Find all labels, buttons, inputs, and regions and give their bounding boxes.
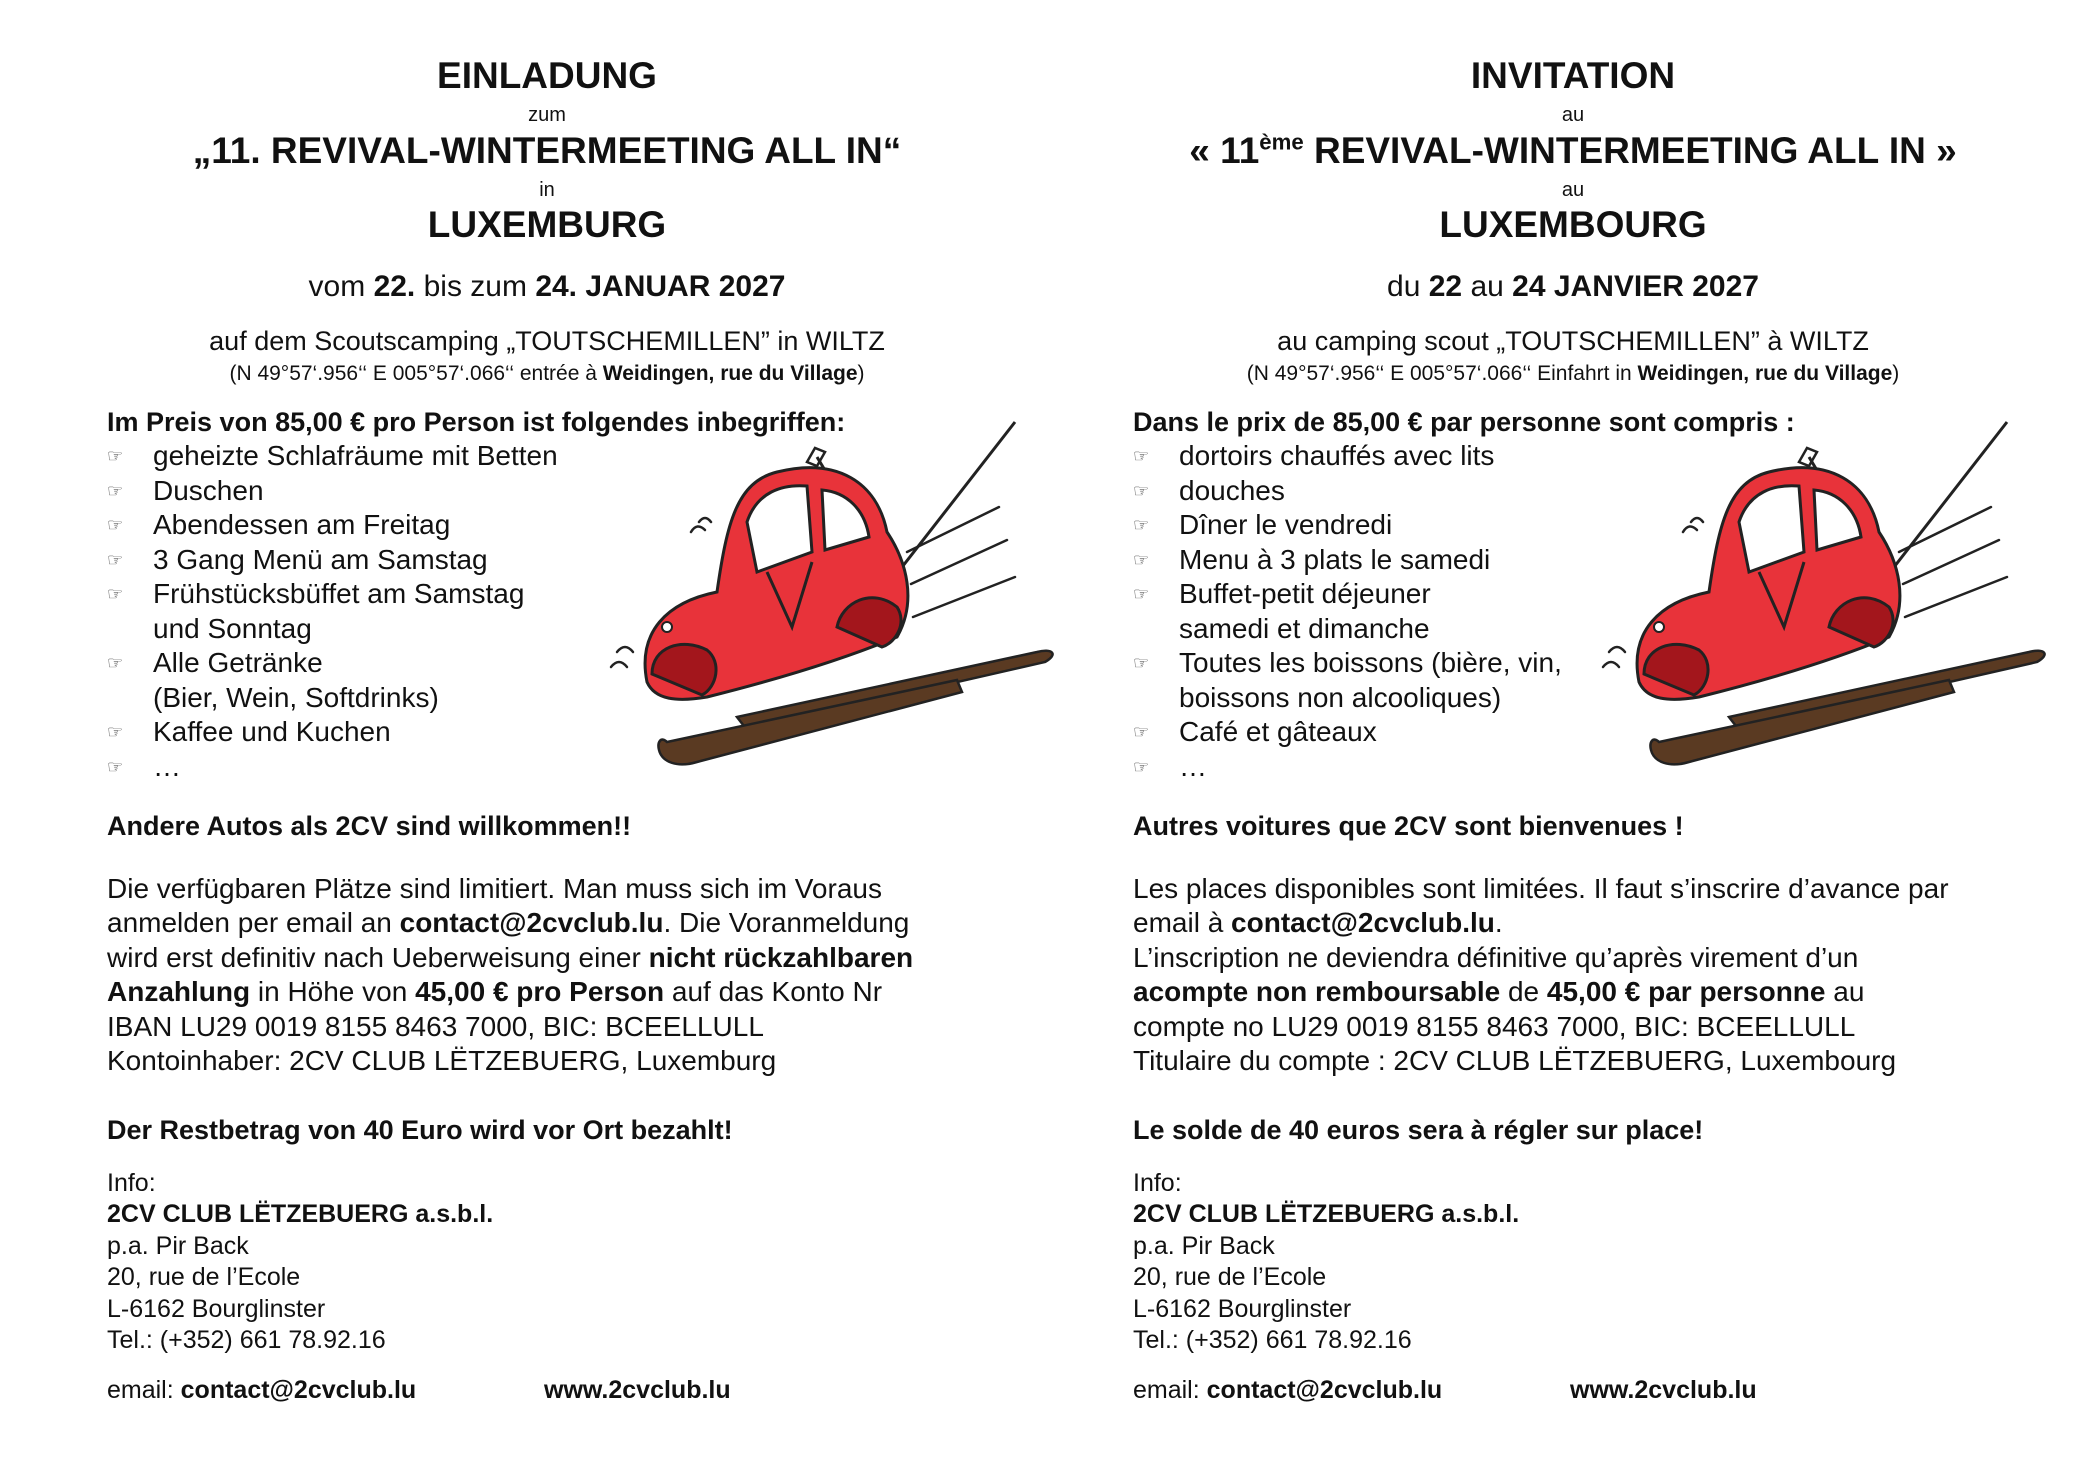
de-other-cars-welcome: Andere Autos als 2CV sind willkommen!! — [107, 811, 632, 841]
de-venue: auf dem Scoutscamping „TOUTSCHEMILLEN” in WILTZ — [209, 326, 885, 356]
list-item: ☞ dortoirs chauffés avec lits — [1133, 440, 1495, 471]
fr-account-holder: Titulaire du compte : 2CV CLUB LËTZEBUERG, Luxembourg — [1133, 1045, 1897, 1076]
red-2cv-on-skis-illustration — [607, 412, 1127, 782]
fr-price-heading: Dans le prix de 85,00 € par personne sont compris : — [1133, 407, 1795, 437]
list-item-continuation: und Sonntag — [153, 612, 312, 644]
de-bank-iban: IBAN LU29 0019 8155 8463 7000, BIC: BCEELLULL — [107, 1011, 764, 1042]
fr-other-cars-welcome: Autres voitures que 2CV sont bienvenues ! — [1133, 811, 1684, 841]
list-item: ☞ Duschen — [107, 474, 264, 506]
fr-au-2: au — [1561, 179, 1585, 201]
fr-event-name: « 11ème REVIVAL-WINTERMEETING ALL IN » — [1189, 129, 1957, 171]
de-account-holder: Kontoinhaber: 2CV CLUB LËTZEBUERG, Luxemburg — [107, 1045, 777, 1076]
fr-date: du 22 au 24 JANVIER 2027 — [1387, 270, 1759, 303]
list-item: ☞ 3 Gang Menü am Samstag — [107, 543, 488, 575]
de-phone: Tel.: (+352) 661 78.92.16 — [107, 1326, 386, 1354]
pointing-hand-icon: ☞ — [107, 549, 124, 570]
de-contact-person: p.a. Pir Back — [107, 1232, 249, 1260]
list-item: ☞ Frühstücksbüffet am Samstag — [107, 578, 525, 609]
list-item: ☞ Alle Getränke — [107, 647, 323, 678]
list-item: ☞ Kaffee und Kuchen — [107, 716, 391, 747]
fr-registration-line-4: acompte non remboursable de 45,00 € par personne au — [1133, 976, 1865, 1007]
email-link[interactable]: contact@2cvclub.lu — [180, 1376, 417, 1404]
fr-info-label: Info: — [1133, 1169, 1182, 1197]
fr-registration-line-1: Les places disponibles sont limitées. Il faut s’inscrire d’avance par — [1133, 873, 1949, 904]
fr-phone: Tel.: (+352) 661 78.92.16 — [1133, 1326, 1412, 1354]
fr-country: LUXEMBOURG — [1439, 204, 1707, 245]
de-registration-line-3: wird erst definitiv nach Ueberweisung einer nicht rückzahlbaren — [107, 942, 914, 973]
pointing-hand-icon: ☞ — [107, 756, 124, 777]
pointing-hand-icon: ☞ — [107, 515, 124, 535]
pointing-hand-icon: ☞ — [1133, 515, 1150, 535]
pointing-hand-icon: ☞ — [1133, 722, 1150, 742]
fr-title: INVITATION — [1470, 55, 1676, 96]
list-item: ☞ Café et gâteaux — [1133, 716, 1377, 747]
list-item: ☞ Menu à 3 plats le samedi — [1133, 543, 1491, 575]
list-item-continuation: boissons non alcooliques) — [1179, 681, 1502, 713]
list-item-continuation: (Bier, Wein, Softdrinks) — [153, 681, 439, 713]
list-item: ☞ … — [107, 750, 181, 782]
pointing-hand-icon: ☞ — [107, 480, 124, 501]
pointing-hand-icon: ☞ — [1133, 480, 1150, 501]
de-registration-line-2: anmelden per email an contact@2cvclub.lu. Die Voranmeldung — [107, 907, 910, 938]
pointing-hand-icon: ☞ — [1133, 549, 1150, 570]
website-link[interactable]: www.2cvclub.lu — [1570, 1376, 1757, 1404]
car-body — [645, 468, 908, 700]
pointing-hand-icon: ☞ — [1133, 584, 1150, 604]
de-city: L-6162 Bourglinster — [107, 1295, 326, 1323]
email-link[interactable]: contact@2cvclub.lu — [1206, 1376, 1443, 1404]
email-link[interactable]: contact@2cvclub.lu — [1231, 907, 1495, 938]
de-registration-line-1: Die verfügbaren Plätze sind limitiert. Man muss sich im Voraus — [107, 873, 882, 904]
de-info-label: Info: — [107, 1169, 156, 1197]
pointing-hand-icon: ☞ — [1133, 756, 1150, 777]
fr-footer: email: contact@2cvclub.lu www.2cvclub.lu — [1133, 1376, 1757, 1404]
pointing-hand-icon: ☞ — [107, 584, 124, 604]
pointing-hand-icon: ☞ — [1133, 653, 1150, 673]
de-zum: zum — [528, 104, 566, 126]
fr-venue: au camping scout „TOUTSCHEMILLEN” à WILTZ — [1277, 326, 1869, 356]
pointing-hand-icon: ☞ — [1133, 446, 1150, 466]
de-date: vom 22. bis zum 24. JANUAR 2027 — [308, 270, 786, 303]
de-club-name: 2CV CLUB LËTZEBUERG a.s.b.l. — [107, 1200, 494, 1228]
fr-registration-line-2: email à contact@2cvclub.lu. — [1133, 907, 1503, 938]
de-in: in — [539, 179, 555, 201]
fr-registration-line-3: L’inscription ne deviendra définitive qu’après virement d’un — [1133, 942, 1859, 973]
de-event-name: „11. REVIVAL-WINTERMEETING ALL IN“ — [192, 130, 902, 171]
de-coordinates: (N 49°57‘.956‘‘ E 005°57‘.066‘‘ entrée à Weidingen, rue du Village) — [229, 362, 865, 385]
de-balance-note: Der Restbetrag von 40 Euro wird vor Ort bezahlt! — [107, 1115, 733, 1145]
list-item: ☞ douches — [1133, 474, 1285, 506]
de-country: LUXEMBURG — [427, 204, 667, 245]
de-street: 20, rue de l’Ecole — [107, 1263, 301, 1291]
website-link[interactable]: www.2cvclub.lu — [544, 1376, 731, 1404]
list-item-continuation: samedi et dimanche — [1179, 612, 1430, 644]
pointing-hand-icon: ☞ — [107, 446, 124, 466]
pointing-hand-icon: ☞ — [107, 722, 124, 742]
fr-bank-iban: compte no LU29 0019 8155 8463 7000, BIC: BCEELLULL — [1133, 1011, 1856, 1042]
fr-coordinates: (N 49°57‘.956‘‘ E 005°57‘.066‘‘ Einfahrt in Weidingen, rue du Village) — [1246, 362, 1900, 385]
email-link[interactable]: contact@2cvclub.lu — [399, 907, 664, 938]
de-registration-line-4: Anzahlung in Höhe von 45,00 € pro Person auf das Konto Nr — [107, 976, 883, 1007]
list-item: ☞ Buffet-petit déjeuner — [1133, 578, 1431, 609]
fr-contact-person: p.a. Pir Back — [1133, 1232, 1275, 1260]
fr-balance-note: Le solde de 40 euros sera à régler sur place! — [1133, 1115, 1704, 1145]
fr-club-name: 2CV CLUB LËTZEBUERG a.s.b.l. — [1133, 1200, 1520, 1228]
fr-street: 20, rue de l’Ecole — [1133, 1263, 1327, 1291]
de-included-list — [107, 439, 558, 784]
fr-city: L-6162 Bourglinster — [1133, 1295, 1352, 1323]
list-item: ☞ Toutes les boissons (bière, vin, — [1133, 647, 1562, 678]
list-item: ☞ geheizte Schlafräume mit Betten — [107, 440, 558, 471]
pointing-hand-icon: ☞ — [107, 653, 124, 673]
car-body — [1637, 468, 1900, 700]
fr-included-list — [1133, 439, 1562, 784]
red-2cv-on-skis-illustration — [1599, 412, 2093, 782]
de-price-heading: Im Preis von 85,00 € pro Person ist folgendes inbegriffen: — [107, 407, 846, 437]
list-item: ☞ Dîner le vendredi — [1133, 509, 1393, 540]
de-title: EINLADUNG — [437, 55, 657, 96]
fr-au: au — [1561, 104, 1585, 126]
list-item: ☞ … — [1133, 750, 1207, 782]
de-footer: email: contact@2cvclub.lu www.2cvclub.lu — [107, 1376, 731, 1404]
list-item: ☞ Abendessen am Freitag — [107, 509, 451, 540]
